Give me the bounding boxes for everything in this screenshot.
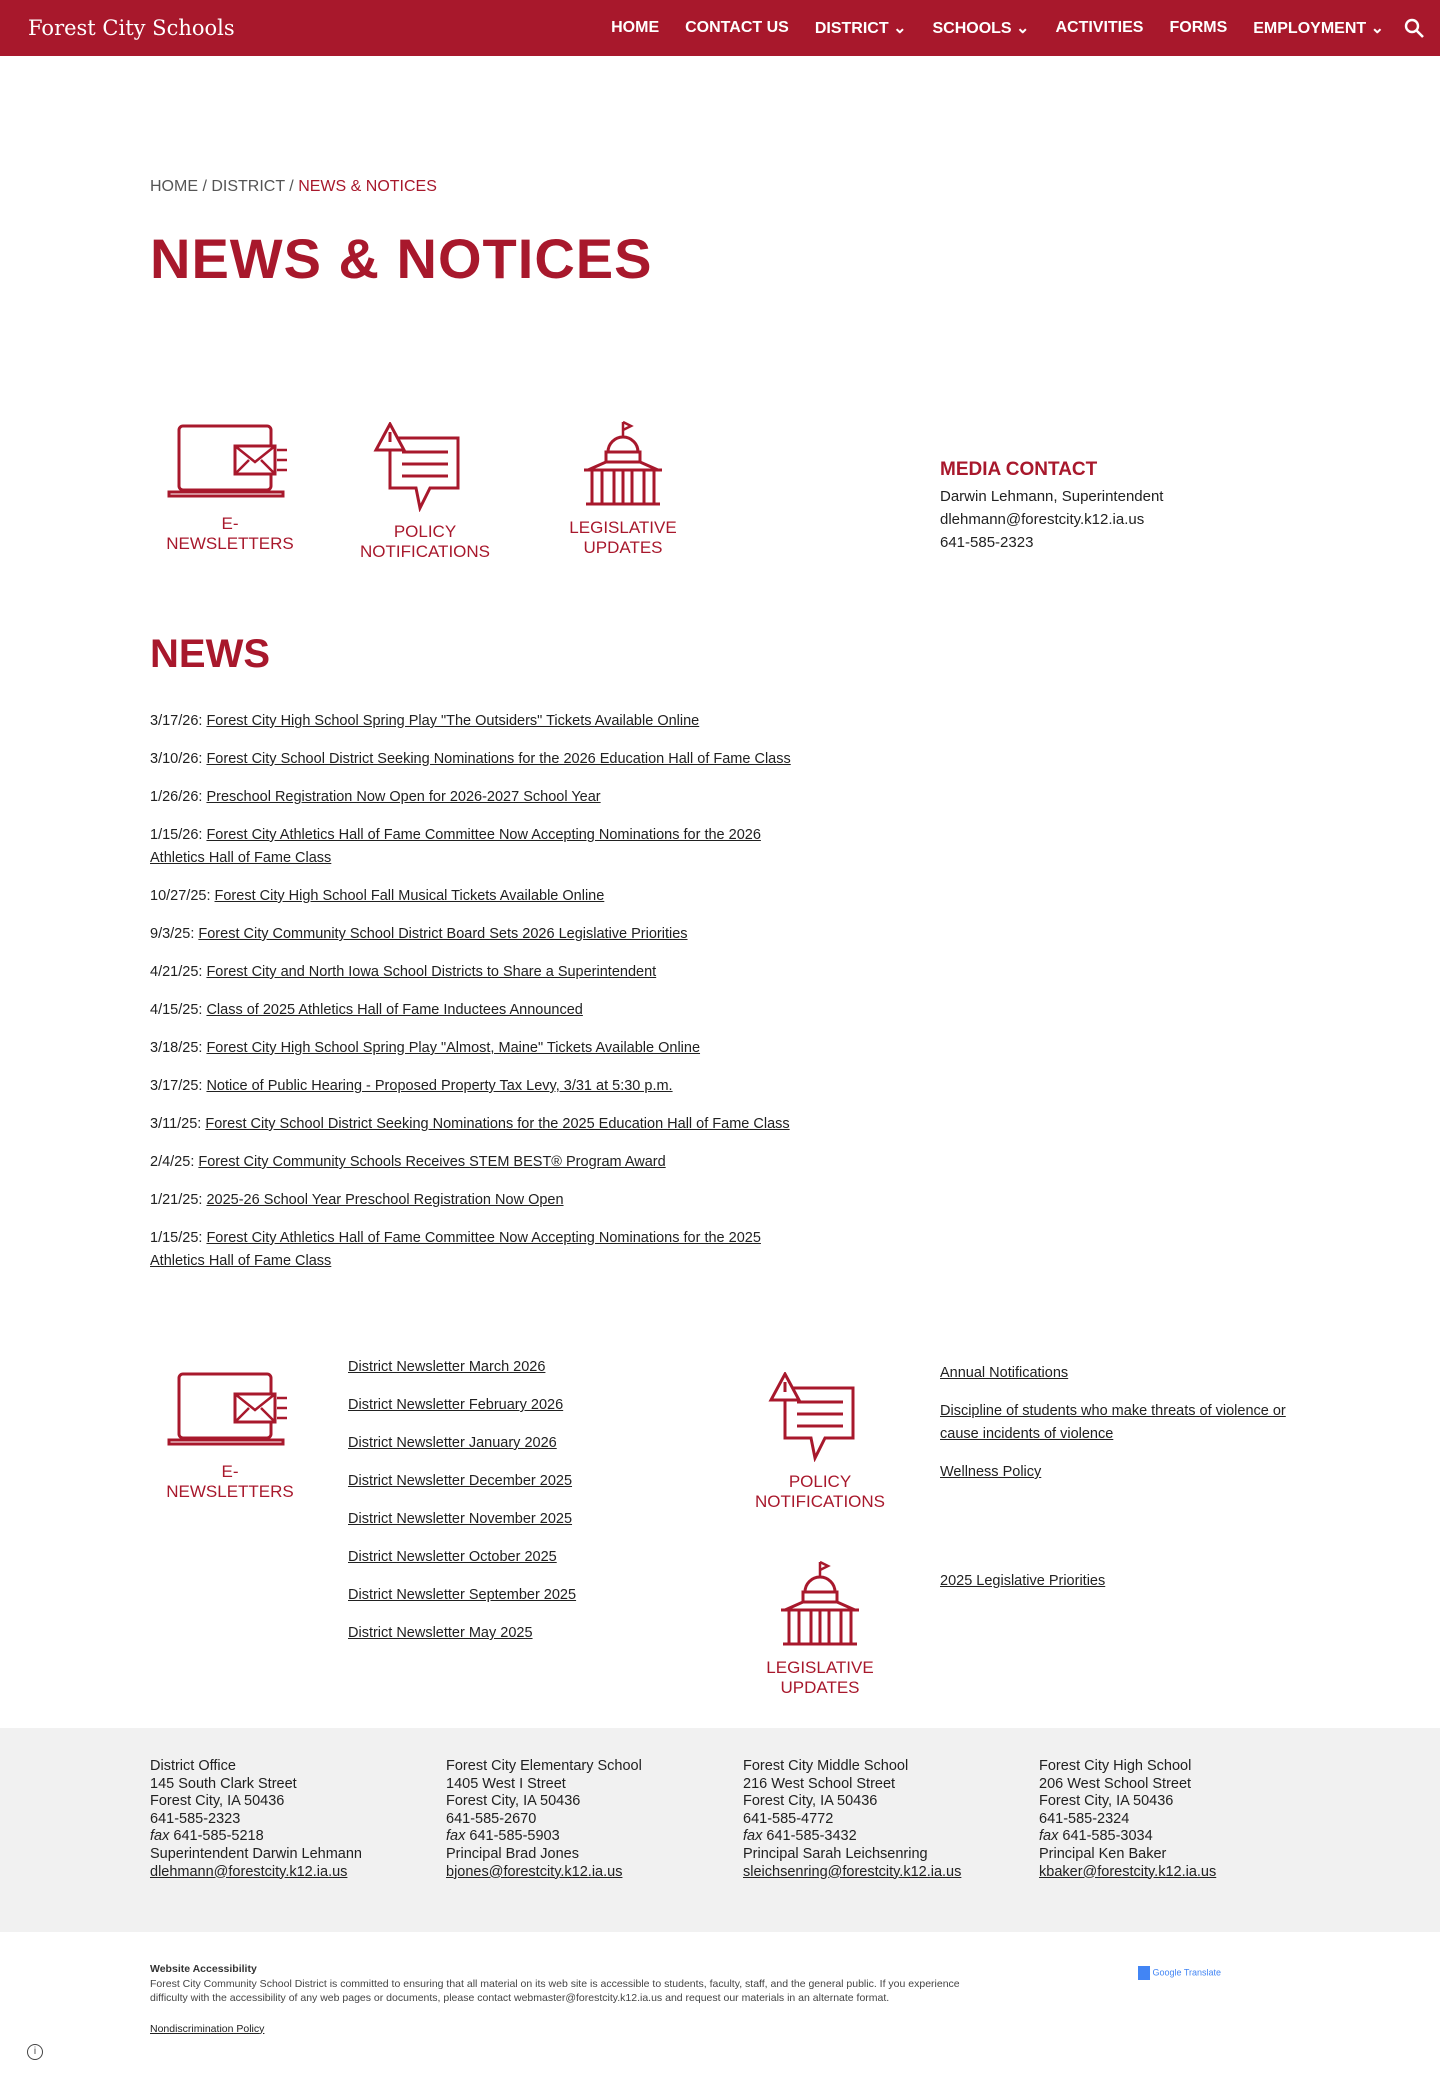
info-icon[interactable]: i [27, 2044, 43, 2060]
nav-schools[interactable] [932, 18, 1029, 38]
newsletter-item [348, 1394, 648, 1417]
news-link[interactable]: Forest City Athletics Hall of Fame Committee Now Accepting Nominations for the 2025 Athletics Hall of Fame Class [150, 1230, 761, 1269]
news-date: 4/21/25: [150, 964, 203, 980]
media-contact [940, 458, 1163, 554]
footer-contacts [0, 1728, 1440, 1932]
news-item [150, 1151, 810, 1174]
policy-label: POLICY NOTIFICATIONS [754, 1472, 885, 1511]
news-date: 3/17/26: [150, 713, 203, 729]
footer-email[interactable]: kbaker@forestcity.k12.ia.us [1039, 1863, 1217, 1880]
news-item [150, 885, 810, 908]
footer-name: Forest City Middle School [743, 1758, 909, 1774]
breadcrumb-district[interactable]: DISTRICT [211, 178, 285, 195]
footer-addr: 206 West School Street [1039, 1775, 1192, 1792]
legislative-link[interactable]: 2025 Legislative Priorities [940, 1573, 1106, 1589]
chevron-down-icon: ⌄ [893, 20, 907, 37]
nav-label: DISTRICT [814, 20, 889, 37]
nav-contact[interactable]: CONTACT US [685, 19, 789, 36]
policy-notifications-link[interactable] [355, 422, 495, 562]
news-link[interactable]: Class of 2025 Athletics Hall of Fame Inductees Announced [206, 1002, 583, 1018]
nav-label: EMPLOYMENT [1253, 20, 1367, 37]
footer-fax [150, 1828, 362, 1846]
newsletter-link[interactable]: District Newsletter May 2025 [348, 1625, 533, 1641]
enewsletters-label: E-NEWSLETTERS [166, 1462, 294, 1501]
newsletter-item [348, 1432, 648, 1455]
capitol-building-icon [578, 420, 668, 508]
newsletter-item [348, 1584, 648, 1607]
fax-label: fax [150, 1828, 170, 1845]
footer-addr: 1405 West I Street [446, 1775, 566, 1792]
legislative-label: LEGISLATIVE UPDATES [569, 518, 677, 557]
news-date: 3/11/25: [150, 1116, 202, 1132]
news-date: 3/18/25: [150, 1040, 203, 1056]
footer-fax [743, 1828, 961, 1846]
separator: / [202, 178, 207, 195]
news-link[interactable]: Forest City High School Fall Musical Tickets Available Online [214, 888, 605, 904]
site-header [0, 0, 1440, 56]
news-item [150, 748, 810, 771]
fax-number: 641-585-5218 [173, 1828, 264, 1845]
main-nav [611, 0, 1384, 56]
media-contact-email: dlehmann@forestcity.k12.ia.us [940, 511, 1145, 528]
footer-contact-column [743, 1758, 961, 1881]
footer-name: Forest City Elementary School [446, 1758, 642, 1774]
footer-city: Forest City, IA 50436 [446, 1793, 581, 1810]
newsletter-link[interactable]: District Newsletter November 2025 [348, 1511, 573, 1527]
breadcrumb [150, 178, 437, 196]
breadcrumb-home[interactable]: HOME [150, 178, 198, 195]
nav-home[interactable]: HOME [611, 19, 660, 36]
news-item [150, 1227, 810, 1273]
nav-label: SCHOOLS [932, 20, 1012, 37]
google-translate-badge[interactable] [1138, 1966, 1221, 1980]
nav-district[interactable] [815, 18, 907, 38]
news-link[interactable]: 2025-26 School Year Preschool Registration Now Open [206, 1192, 564, 1208]
footer-addr: 145 South Clark Street [150, 1775, 297, 1792]
nav-employment[interactable] [1253, 18, 1384, 38]
news-date: 4/15/25: [150, 1002, 203, 1018]
news-heading: NEWS [150, 632, 270, 676]
footer-contact-column [446, 1758, 642, 1881]
newsletter-link[interactable]: District Newsletter October 2025 [348, 1549, 557, 1565]
footer-contact-column [1039, 1758, 1216, 1881]
footer-person: Principal Sarah Leichsenring [743, 1845, 928, 1862]
newsletter-link[interactable]: District Newsletter January 2026 [348, 1435, 557, 1451]
newsletter-link[interactable]: District Newsletter September 2025 [348, 1587, 577, 1603]
search-icon[interactable] [1402, 16, 1426, 40]
footer-city: Forest City, IA 50436 [150, 1793, 285, 1810]
newsletter-list [348, 1356, 648, 1660]
footer-person: Principal Brad Jones [446, 1845, 579, 1862]
enewsletters-section-icon [160, 1368, 300, 1502]
news-item [150, 1075, 810, 1098]
footer-phone: 641-585-2323 [150, 1810, 241, 1827]
media-contact-title: MEDIA CONTACT [940, 459, 1098, 480]
news-link[interactable]: Forest City School District Seeking Nominations for the 2026 Education Hall of Fame Class [206, 751, 791, 767]
news-item [150, 710, 810, 733]
policy-item [940, 1362, 1300, 1385]
separator: / [289, 178, 294, 195]
footer-city: Forest City, IA 50436 [1039, 1793, 1174, 1810]
policy-link[interactable]: Discipline of students who make threats of violence or cause incidents of violence [940, 1403, 1286, 1442]
translate-label: Google Translate [1152, 1967, 1222, 1978]
footer-addr: 216 West School Street [743, 1775, 896, 1792]
laptop-mail-icon [167, 420, 293, 504]
fax-number: 641-585-5903 [469, 1828, 560, 1845]
footer-phone: 641-585-2324 [1039, 1810, 1130, 1827]
legislative-updates-link[interactable] [553, 420, 693, 558]
news-item [150, 999, 810, 1022]
nav-activities[interactable]: ACTIVITIES [1055, 19, 1144, 36]
media-contact-name: Darwin Lehmann, Superintendent [940, 488, 1164, 505]
site-title[interactable]: Forest City Schools [28, 16, 235, 40]
newsletter-item [348, 1508, 648, 1531]
policy-link[interactable]: Annual Notifications [940, 1365, 1069, 1381]
news-link[interactable]: Forest City School District Seeking Nominations for the 2025 Education Hall of Fame Class [205, 1116, 790, 1132]
footer-person: Principal Ken Baker [1039, 1845, 1167, 1862]
news-item [150, 824, 810, 870]
footer-name: Forest City High School [1039, 1758, 1192, 1774]
newsletter-item [348, 1356, 648, 1379]
news-date: 1/15/26: [150, 827, 203, 843]
footer-email[interactable]: sleichsenring@forestcity.k12.ia.us [743, 1863, 962, 1880]
news-link[interactable]: Preschool Registration Now Open for 2026-2027 School Year [206, 789, 601, 805]
news-link[interactable]: Forest City High School Spring Play "The Outsiders" Tickets Available Online [206, 713, 700, 729]
accessibility-statement [150, 1962, 980, 2036]
newsletter-link[interactable]: District Newsletter March 2026 [348, 1359, 546, 1375]
footer-email[interactable]: bjones@forestcity.k12.ia.us [446, 1863, 623, 1880]
nav-forms[interactable]: FORMS [1169, 19, 1228, 36]
news-link[interactable]: Forest City Community Schools Receives STEM BEST® Program Award [198, 1154, 666, 1170]
news-item [150, 1113, 810, 1136]
news-link[interactable]: Forest City Athletics Hall of Fame Committee Now Accepting Nominations for the 2026 Athletics Hall of Fame Class [150, 827, 761, 866]
laptop-mail-icon [167, 1368, 293, 1452]
footer-name: District Office [150, 1758, 236, 1774]
media-contact-phone: 641-585-2323 [940, 534, 1034, 551]
legislative-list [940, 1570, 1300, 1608]
policy-list [940, 1362, 1300, 1499]
footer-fax [1039, 1828, 1216, 1846]
policy-label: POLICY NOTIFICATIONS [359, 522, 490, 561]
policy-item [940, 1461, 1300, 1484]
news-date: 3/17/25: [150, 1078, 203, 1094]
news-link[interactable]: Forest City Community School District Board Sets 2026 Legislative Priorities [198, 926, 688, 942]
policy-link[interactable]: Wellness Policy [940, 1464, 1042, 1480]
chevron-down-icon: ⌄ [1370, 20, 1384, 37]
fax-label: fax [743, 1828, 763, 1845]
speech-alert-icon [765, 1372, 875, 1462]
news-list [150, 710, 810, 1288]
chevron-down-icon: ⌄ [1016, 20, 1030, 37]
footer-city: Forest City, IA 50436 [743, 1793, 878, 1810]
footer-phone: 641-585-4772 [743, 1810, 834, 1827]
news-item [150, 961, 810, 984]
news-date: 9/3/25: [150, 926, 195, 942]
translate-icon [1138, 1966, 1150, 1980]
newsletter-item [348, 1622, 648, 1645]
news-link[interactable]: Forest City High School Spring Play "Almost, Maine" Tickets Available Online [206, 1040, 701, 1056]
news-item [150, 786, 810, 809]
news-date: 10/27/25: [150, 888, 211, 904]
news-item [150, 1037, 810, 1060]
page-title: NEWS & NOTICES [150, 227, 653, 290]
accessibility-text: Forest City Community School District is committed to ensuring that all material on its web site is accessible to students, faculty, staff, and the general public. If you experience difficulty with the accessibility of any web pages or documents, please contact webmaster@forestcity.k12.ia.us and request our materials in an alternate format. [150, 1977, 960, 2004]
news-date: 2/4/25: [150, 1154, 195, 1170]
footer-phone: 641-585-2670 [446, 1810, 537, 1827]
enewsletters-label: E-NEWSLETTERS [166, 514, 294, 553]
legislative-section-icon [750, 1560, 890, 1698]
nondiscrimination-link[interactable]: Nondiscrimination Policy [150, 2022, 265, 2035]
news-item [150, 923, 810, 946]
footer-person: Superintendent Darwin Lehmann [150, 1845, 362, 1862]
news-date: 1/21/25: [150, 1192, 203, 1208]
breadcrumb-current: NEWS & NOTICES [298, 178, 437, 195]
enewsletters-link[interactable] [160, 420, 300, 554]
news-link[interactable]: Forest City and North Iowa School Districts to Share a Superintendent [206, 964, 657, 980]
speech-alert-icon [370, 422, 480, 512]
fax-label: fax [446, 1828, 466, 1845]
accessibility-title: Website Accessibility [150, 1963, 257, 1975]
policy-section-icon [750, 1372, 890, 1512]
newsletter-link[interactable]: District Newsletter February 2026 [348, 1397, 564, 1413]
legislative-label: LEGISLATIVE UPDATES [766, 1658, 874, 1697]
news-link[interactable]: Notice of Public Hearing - Proposed Property Tax Levy, 3/31 at 5:30 p.m. [206, 1078, 673, 1094]
news-date: 1/26/26: [150, 789, 203, 805]
newsletter-item [348, 1470, 648, 1493]
footer-fax [446, 1828, 642, 1846]
fax-number: 641-585-3034 [1062, 1828, 1153, 1845]
footer-email[interactable]: dlehmann@forestcity.k12.ia.us [150, 1863, 348, 1880]
news-item [150, 1189, 810, 1212]
policy-item [940, 1400, 1300, 1446]
footer-contact-column [150, 1758, 362, 1881]
newsletter-link[interactable]: District Newsletter December 2025 [348, 1473, 573, 1489]
news-date: 3/10/26: [150, 751, 203, 767]
news-date: 1/15/25: [150, 1230, 203, 1246]
capitol-building-icon [775, 1560, 865, 1648]
fax-number: 641-585-3432 [766, 1828, 857, 1845]
fax-label: fax [1039, 1828, 1059, 1845]
newsletter-item [348, 1546, 648, 1569]
